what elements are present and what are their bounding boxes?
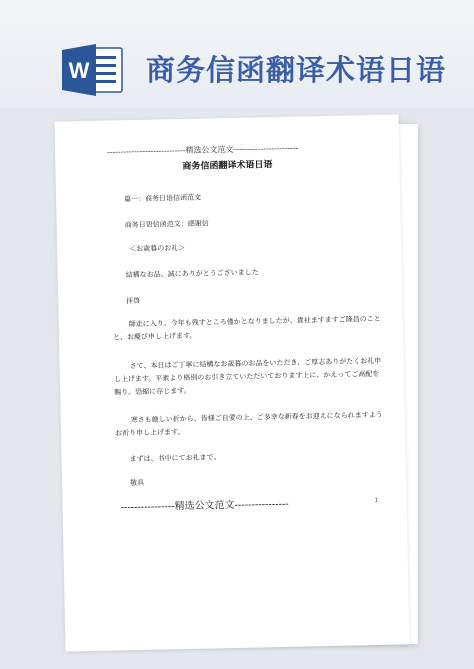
document-page <box>54 114 409 651</box>
salutation: 拝啓 <box>126 296 141 306</box>
section-heading: 篇一：商务日语信函范文 <box>124 193 202 204</box>
paragraph: 寒さも厳しい折から、皆様ご自愛の上、ご多幸な新春をお迎えになられますようお祈り申し上げます。 <box>114 410 383 438</box>
header-title: 商务信函翻译术语日语 <box>146 53 447 87</box>
paragraph: 師走に入り、今年も残すところ僅かとなりましたが、貴社ますますご隆昌のことと、お慶び申し上げます。 <box>112 314 381 342</box>
letter-title: ＜お歳暮のお礼＞ <box>129 243 186 254</box>
top-separator: -----------------------------精选公文范文------------------------ <box>107 143 299 157</box>
letter-line: 結構なお品、誠にありがとうございました <box>125 268 259 280</box>
word-icon <box>62 42 126 98</box>
letter-subject: 商务日语信函范文：感谢信 <box>124 219 209 230</box>
closing-line: まずは、书中にてお礼まで。 <box>129 453 221 464</box>
svg-text:W: W <box>68 58 90 83</box>
bottom-separator: ----------------精选公文范文---------------- <box>120 498 289 514</box>
closing-word: 敬具 <box>129 478 145 488</box>
document-title: 商务信函翻译术语日语 <box>182 160 273 172</box>
page-number: 1 <box>374 496 379 505</box>
paragraph: さて、本日はご丁寧に結構なお歳暮のお品をいただき、ご厚志ありがたくお礼申し上げます。平素より格別のお引き立ていただいております上に、かえってご高配を賜り、恐縮に存じます。 <box>113 356 382 397</box>
